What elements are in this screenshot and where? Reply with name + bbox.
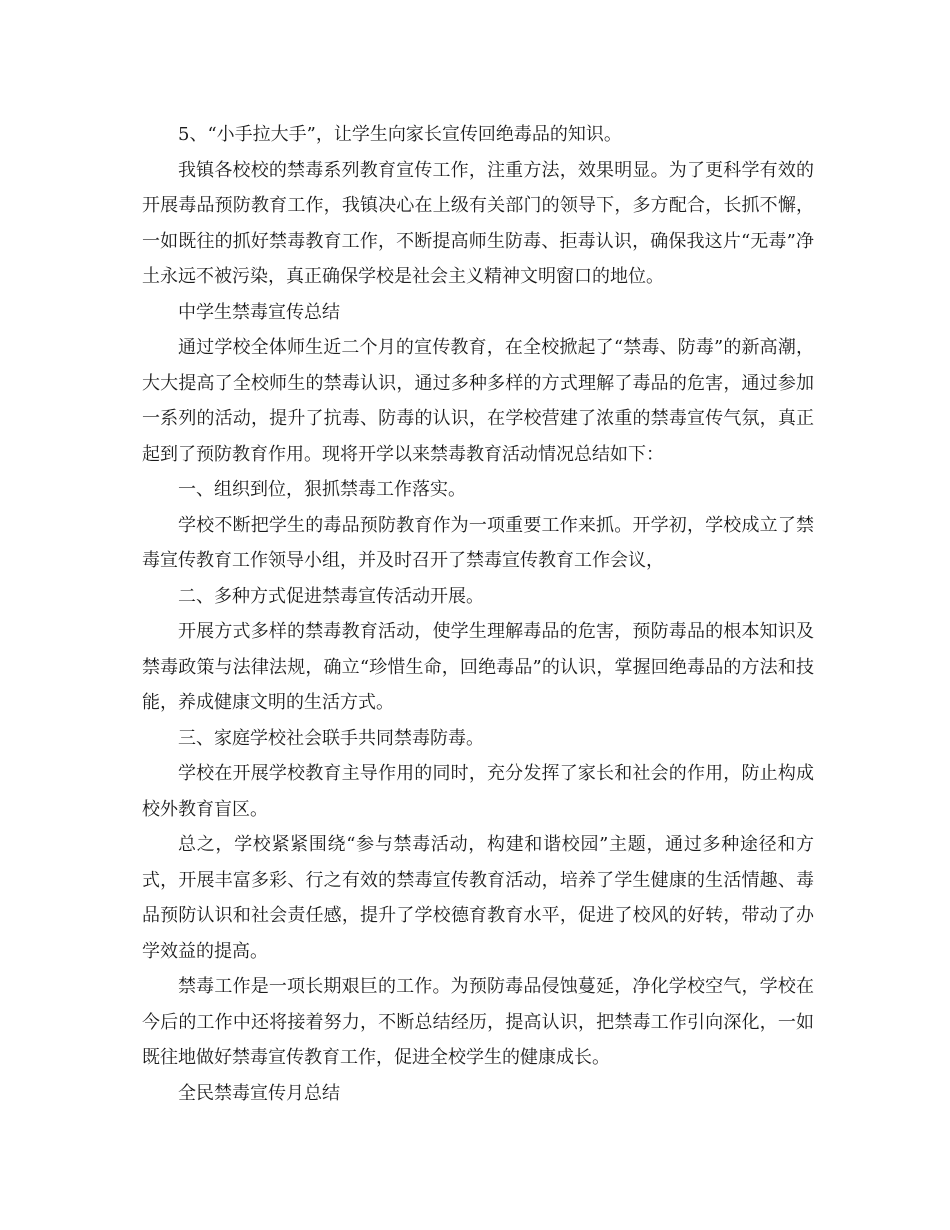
paragraph-conclusion: 总之，学校紧紧围绕“参与禁毒活动，构建和谐校园”主题，通过多种途径和方式，开展丰富多彩、行之有效的禁毒宣传教育活动，培养了学生健康的生活情趣、毒品预防认识和社会责任感，提升了学校德育教育水平，促进了校风的好转，带动了办学效益的提高。 xyxy=(142,834,814,962)
subheading-2: 二、多种方式促进禁毒宣传活动开展。 xyxy=(178,585,484,607)
subheading-1: 一、组织到位，狠抓禁毒工作落实。 xyxy=(178,479,466,500)
section-title-middle-school: 中学生禁毒宣传总结 xyxy=(178,301,340,323)
paragraph-organization: 学校不断把学生的毒品预防教育作为一项重要工作来抓。开学初，学校成立了禁毒宣传教育工作领导小组，并及时召开了禁毒宣传教育工作会议， xyxy=(142,514,814,571)
paragraph-activities: 开展方式多样的禁毒教育活动，使学生理解毒品的危害，预防毒品的根本知识及禁毒政策与法律法规，确立“珍惜生命，回绝毒品”的认识，掌握回绝毒品的方法和技能，养成健康文明的生活方式。 xyxy=(142,621,814,713)
subheading-3: 三、家庭学校社会联手共同禁毒防毒。 xyxy=(178,727,484,749)
list-item-5: 5、“小手拉大手”，让学生向家长宣传回绝毒品的知识。 xyxy=(178,124,622,145)
paragraph-family-society: 学校在开展学校教育主导作用的同时，充分发挥了家长和社会的作用，防止构成校外教育盲区。 xyxy=(142,763,814,820)
section-title-national-month: 全民禁毒宣传月总结 xyxy=(178,1082,340,1104)
paragraph-town-summary: 我镇各校校的禁毒系列教育宣传工作，注重方法，效果明显。为了更科学有效的开展毒品预防教育工作，我镇决心在上级有关部门的领导下，多方配合，长抓不懈，一如既往的抓好禁毒教育工作，不断提高师生防毒、拒毒认识，确保我这片“无毒”净土永远不被污染，真正确保学校是社会主义精神文明窗口的地位。 xyxy=(142,159,814,287)
paragraph-intro: 通过学校全体师生近二个月的宣传教育，在全校掀起了“禁毒、防毒”的新高潮，大大提高了全校师生的禁毒认识，通过多种多样的方式理解了毒品的危害，通过参加一系列的活动，提升了抗毒、防毒的认识，在学校营建了浓重的禁毒宣传气氛，真正起到了预防教育作用。现将开学以来禁毒教育活动情况总结如下： xyxy=(142,337,814,465)
paragraph-future-work: 禁毒工作是一项长期艰巨的工作。为预防毒品侵蚀蔓延，净化学校空气，学校在今后的工作中还将接着努力，不断总结经历，提高认识，把禁毒工作引向深化，一如既往地做好禁毒宣传教育工作，促进全校学生的健康成长。 xyxy=(142,976,814,1068)
document-body xyxy=(142,117,814,1111)
